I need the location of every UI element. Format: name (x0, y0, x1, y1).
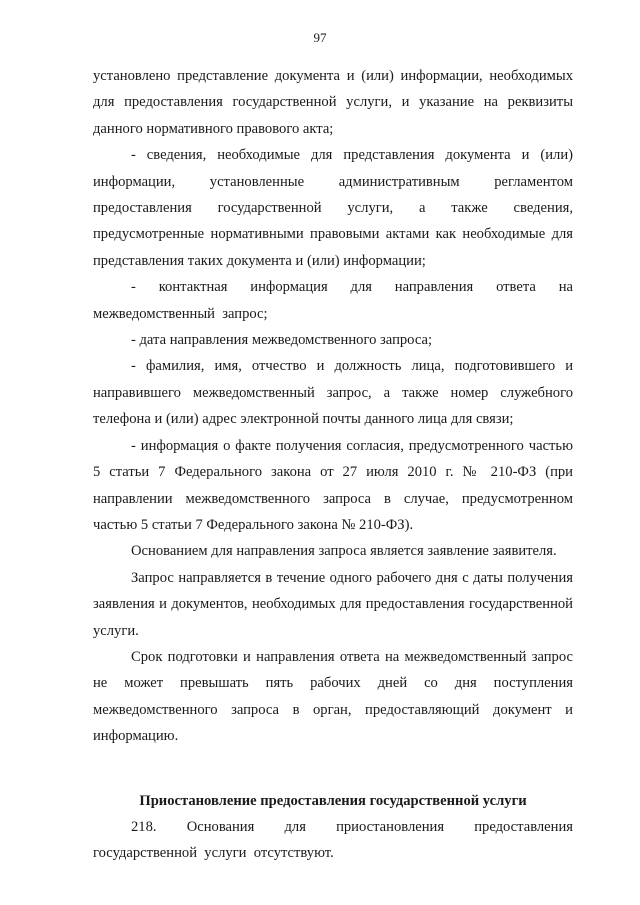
document-body (93, 63, 573, 867)
paragraph-requisites: установлено представление документа и (или) информации, необходимых для предоставления государственной услуги, и указание на реквизиты данного нормативного правового акта; (93, 68, 573, 137)
list-item-information: - сведения, необходимые для представления документа и (или) информации, установленные административным регламентом предоставления государственной услуги, а также сведения, предусмотренные нормативными правовыми актами как необходимые для представления таких документа и (или) информации; (93, 147, 573, 269)
paragraph-request-timing: Запрос направляется в течение одного рабочего дня с даты получения заявления и документов, необходимых для предоставления государственной услуги. (93, 569, 573, 639)
list-item-responsible-person: - фамилия, имя, отчество и должность лица, подготовившего и направившего межведомственный запрос, а также номер служебного телефона и (или) адрес электронной почты данного лица для связи; (93, 358, 573, 428)
page-number: 97 (313, 30, 327, 45)
paragraph-suspension-grounds: 218. Основания для приостановления предоставления государственной услуги отсутствуют. (93, 818, 573, 862)
list-item-consent: - информация о факте получения согласия, предусмотренного частью 5 статьи 7 Федерального закона от 27 июля 2010 г. № 210-ФЗ (при направлении межведомственного запроса в случае, предусмотренном частью 5 статьи 7 Федерального закона № 210-ФЗ). (93, 437, 573, 533)
paragraph-request-basis: Основанием для направления запроса является заявление заявителя. (131, 543, 557, 560)
list-item-contact-info: - контактная информация для направления ответа на межведомственный запрос; (93, 279, 573, 322)
section-heading: Приостановление предоставления государственной услуги (139, 792, 527, 809)
list-item-request-date: - дата направления межведомственного запроса; (131, 332, 433, 349)
paragraph-response-deadline: Срок подготовки и направления ответа на межведомственный запрос не может превышать пять рабочих дней со дня поступления межведомственного запроса в орган, предоставляющий документ и информацию. (93, 648, 573, 745)
